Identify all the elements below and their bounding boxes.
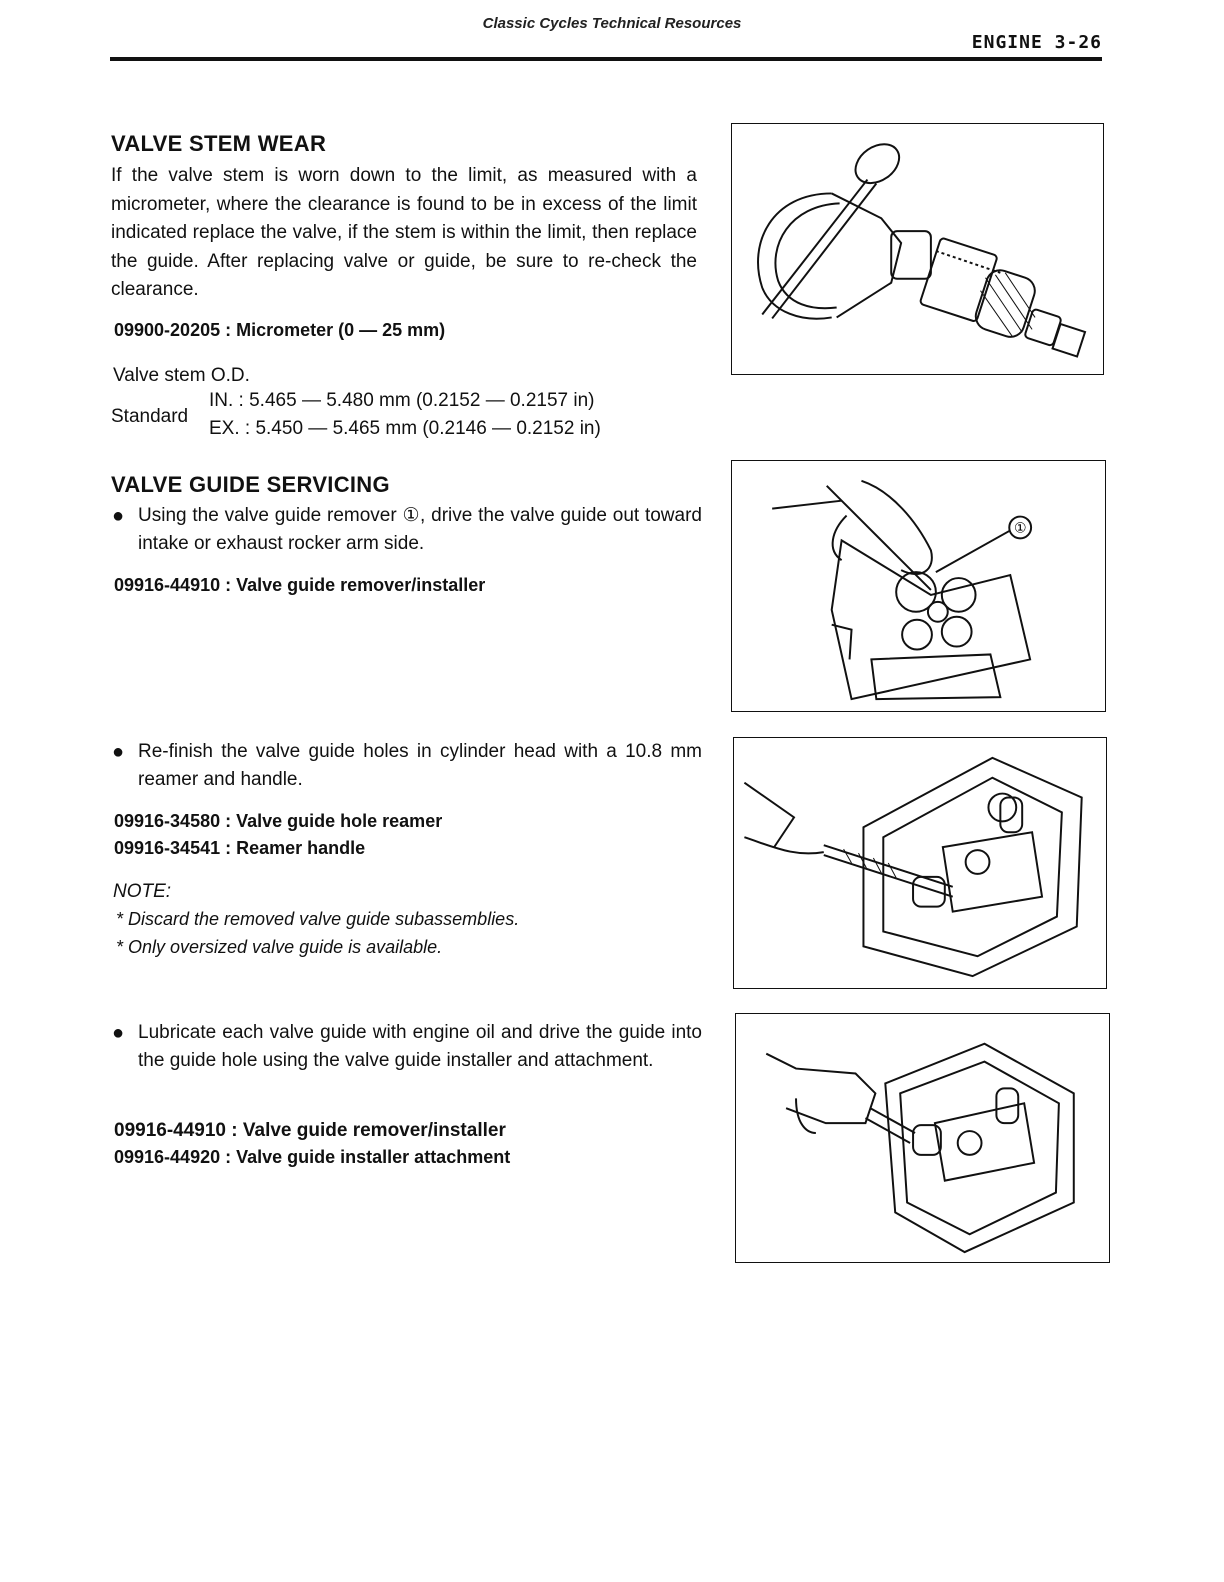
tool-guide-remover: 09916-44910 : Valve guide remover/installer [114,575,486,595]
section-heading-valve-stem-wear: VALVE STEM WEAR [111,131,327,156]
bullet-text: Lubricate each valve guide with engine oil and drive the guide into the guide hole using the valve guide installer and attachment. [138,1022,702,1071]
note-oversized: * Only oversized valve guide is available. [116,937,443,957]
section-heading-valve-guide-servicing: VALVE GUIDE SERVICING [111,472,390,497]
bullet-dot: ● [112,505,125,527]
bullet-remove-guide [112,502,702,558]
bullet-dot: ● [112,741,125,763]
tool-code: 09916-34580 [114,811,221,831]
tool-code: 09916-44910 [114,575,221,595]
spec-label: Valve stem O.D. [113,365,250,386]
tool-reamer-handle: 09916-34541 : Reamer handle [114,838,366,858]
tool-name: Valve guide remover/installer [242,1120,506,1141]
callout-1: ① [1013,521,1027,537]
tool-code: 09916-44910 [114,1120,226,1141]
guide-install-illustration [736,1014,1109,1262]
tool-name: Micrometer (0 — 25 mm) [236,320,446,340]
tool-code: 09900-20205 [114,320,221,340]
tool-name: Valve guide remover/installer [236,575,486,595]
bullet-text: Re-finish the valve guide holes in cylinder head with a 10.8 mm reamer and handle. [138,741,702,790]
tool-code: 09916-34541 [114,838,221,858]
standard-label: Standard [111,406,189,427]
spec-in-row: IN. : 5.465 — 5.480 mm (0.2152 — 0.2157 in) [209,390,595,411]
bullet-install-guide [112,1019,702,1075]
tool-name: Valve guide installer attachment [236,1147,511,1167]
micrometer-illustration [732,124,1103,374]
bullet-refinish-holes [112,738,702,794]
valve-stem-wear-paragraph: If the valve stem is worn down to the limit, as measured with a micrometer, where the clearance is found to be in excess of the limit indicated replace the valve, if the stem is within the limit, then replace the guide. After replacing valve or guide, be sure to re-check the clearance. [111,165,697,300]
note-discard: * Discard the removed valve guide subassemblies. [116,909,520,929]
figure-reamer [733,737,1107,989]
tool-reamer: 09916-34580 : Valve guide hole reamer [114,811,443,831]
reamer-illustration [734,738,1106,988]
bullet-text: Using the valve guide remover ①, drive the valve guide out toward intake or exhaust rocker arm side. [138,505,702,554]
tool-code: 09916-44920 [114,1147,221,1167]
site-title: Classic Cycles Technical Resources [482,15,742,32]
tool-guide-installer: 09916-44910 : Valve guide remover/installer [114,1120,506,1141]
figure-install-guide [735,1013,1110,1263]
tool-name: Valve guide hole reamer [236,811,443,831]
tool-micrometer: 09900-20205 : Micrometer (0 — 25 mm) [114,320,446,340]
guide-removal-illustration [732,461,1105,711]
tool-name: Reamer handle [236,838,366,858]
note-label: NOTE: [113,881,172,902]
tool-installer-attachment: 09916-44920 : Valve guide installer attachment [114,1147,511,1167]
figure-remove-guide [731,460,1106,712]
bullet-dot: ● [112,1022,125,1044]
spec-ex-row: EX. : 5.450 — 5.465 mm (0.2146 — 0.2152 in) [209,418,601,439]
section-label: ENGINE 3-26 [971,32,1102,53]
header-rule [110,57,1102,61]
figure-micrometer [731,123,1104,375]
